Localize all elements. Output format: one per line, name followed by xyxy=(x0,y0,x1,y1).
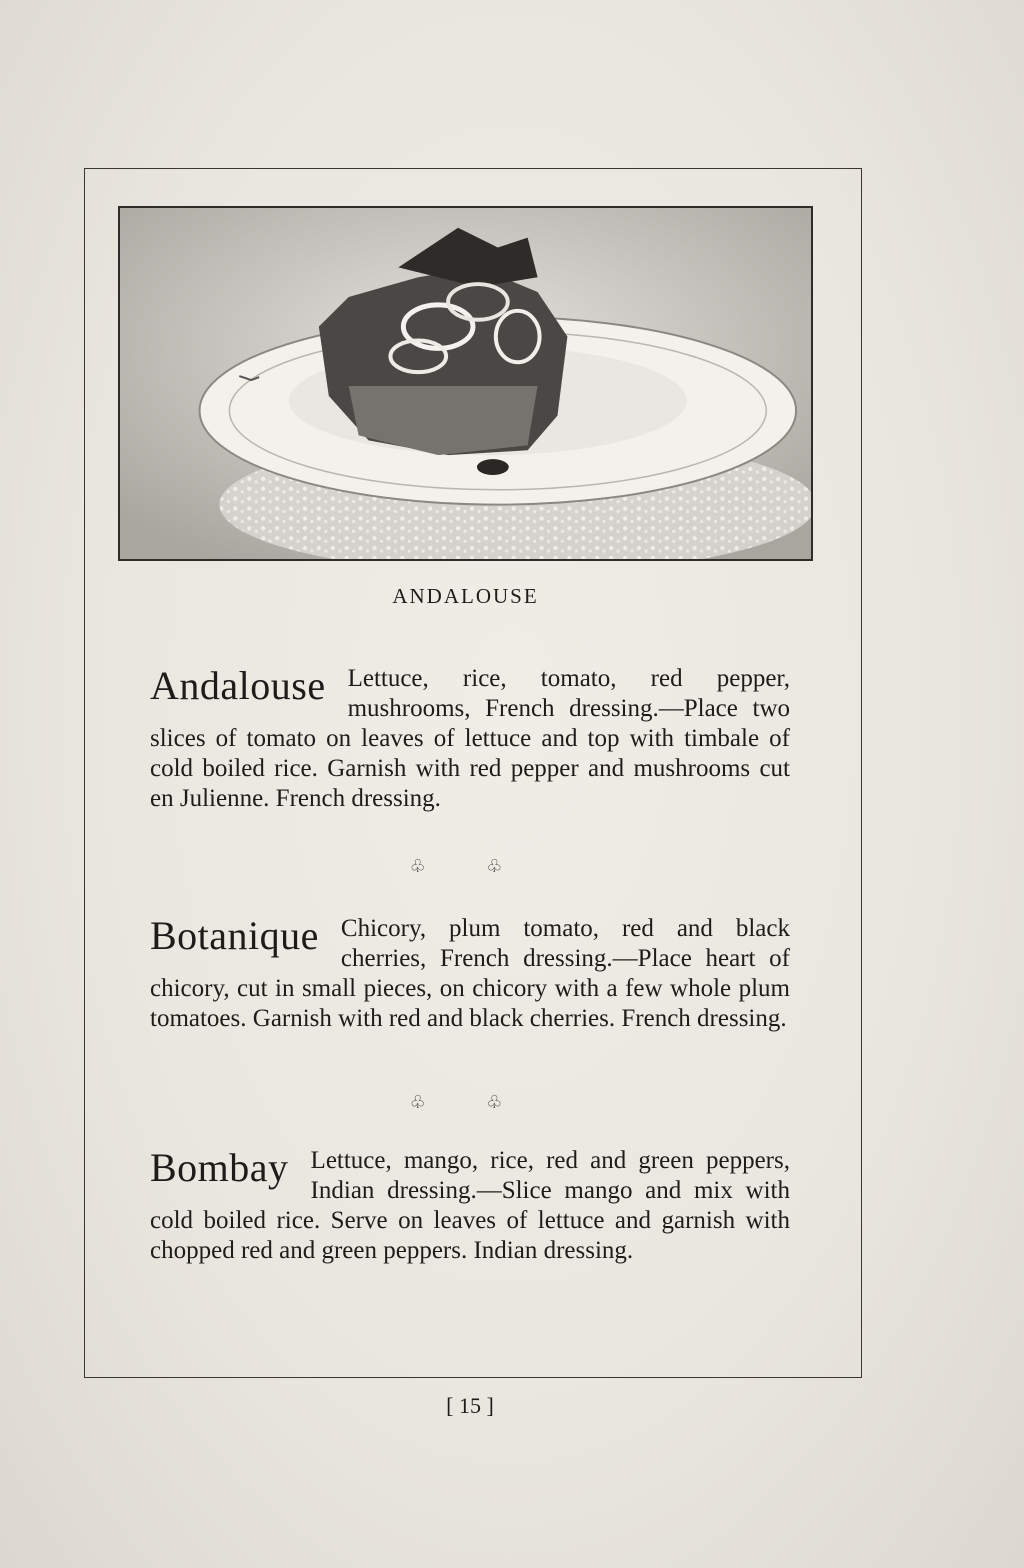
recipe-bombay xyxy=(150,1146,790,1266)
salad-photo-illustration xyxy=(120,208,811,559)
photo-caption: ANDALOUSE xyxy=(392,584,539,608)
recipe-title: Andalouse xyxy=(150,663,326,708)
recipe-body: Lettuce, rice, tomato, red pepper, mushrooms, French dressing.—Place two slices of tomato on leaves of lettuce and top with timbale of cold boiled rice. Garnish with red pepper and mushrooms cut en Julienne. French dressing. xyxy=(150,665,790,812)
recipe-title: Bombay xyxy=(150,1145,289,1190)
recipe-title: Botanique xyxy=(150,913,319,958)
recipe-andalouse xyxy=(150,664,790,814)
recipe-body: Lettuce, mango, rice, red and green peppers, Indian dressing.—Slice mango and mix with cold boiled rice. Serve on leaves of lettuce and garnish with chopped red and green peppers. Indian dressing. xyxy=(150,1147,790,1264)
salad-plate-photo xyxy=(118,206,813,561)
section-ornament: ♧ ♧ xyxy=(409,856,531,876)
page-number: [ 15 ] xyxy=(446,1393,494,1418)
recipe-botanique xyxy=(150,914,790,1034)
section-ornament: ♧ ♧ xyxy=(409,1092,531,1112)
recipe-body: Chicory, plum tomato, red and black cherries, French dressing.—Place heart of chicory, cut in small pieces, on chicory with a few whole plum tomatoes. Garnish with red and black cherries. French dressing. xyxy=(150,915,790,1032)
